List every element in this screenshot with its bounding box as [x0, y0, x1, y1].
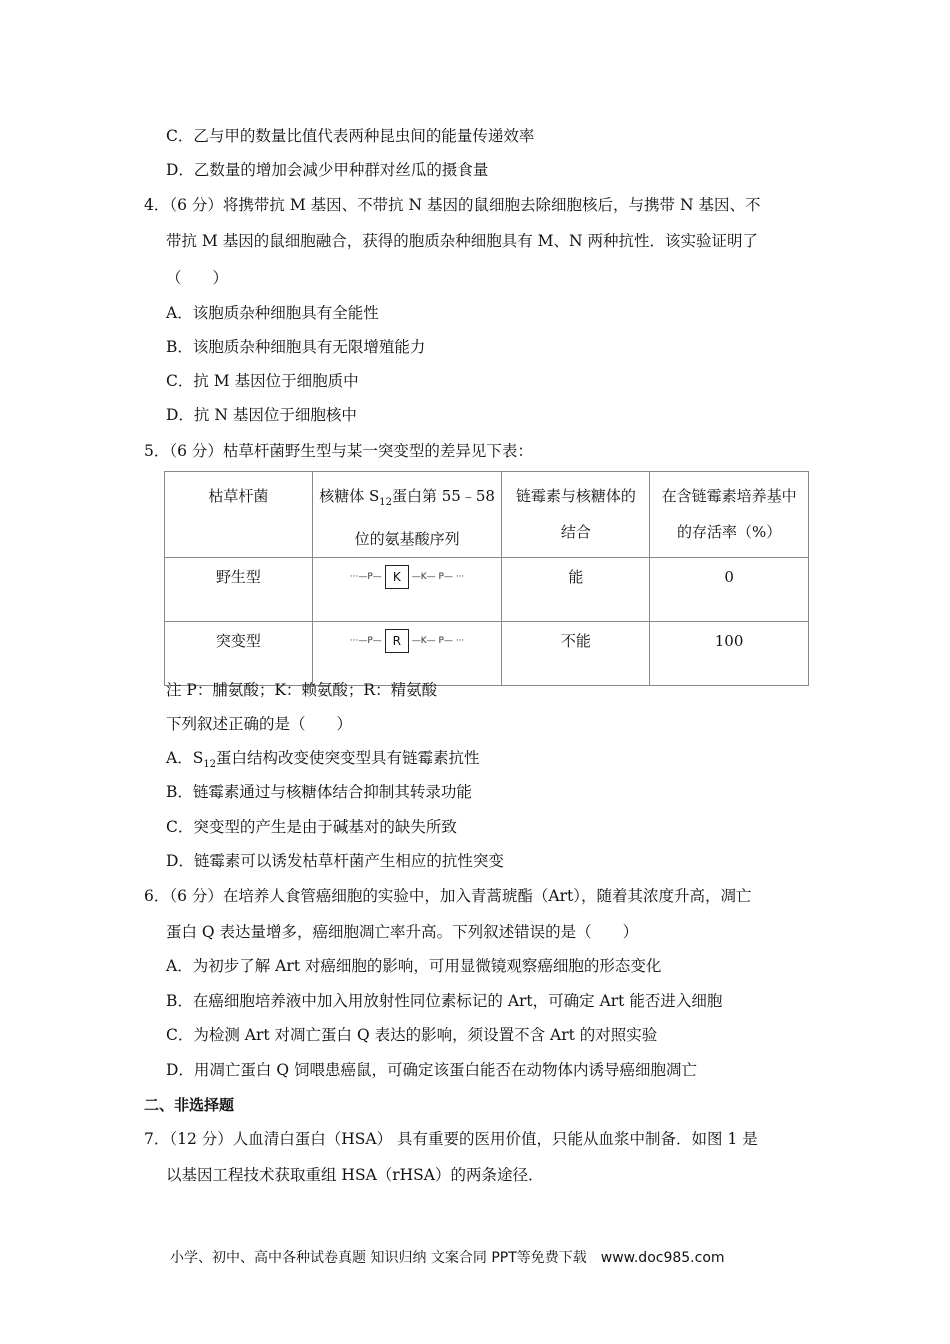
q4-stem-line2: 带抗 M 基因的鼠细胞融合，获得的胞质杂种细胞具有 M、N 两种抗性．该实验证明了 — [166, 232, 759, 250]
q3-option-c: C．乙与甲的数量比值代表两种昆虫间的能量传递效率 — [166, 127, 535, 145]
q3-option-d: D．乙数量的增加会减少甲种群对丝瓜的摄食量 — [166, 161, 489, 179]
q5-option-b: B．链霉素通过与核糖体结合抑制其转录功能 — [166, 783, 472, 801]
q5-note: 注 P：脯氨酸；K：赖氨酸；R：精氨酸 — [166, 681, 438, 699]
amino-acid-sequence: ···—P— R —K— P— ··· — [313, 629, 502, 653]
header-binding: 链霉素与核糖体的 结合 — [502, 472, 650, 558]
binding-value: 不能 — [560, 632, 591, 650]
survival-value: 0 — [724, 568, 734, 586]
q7-stem-line1: 7．（12 分）人血清白蛋白（HSA） 具有重要的医用价值，只能从血浆中制备．如图 1 是 — [144, 1130, 758, 1148]
binding-value: 能 — [568, 568, 584, 586]
mutation-site-box: R — [385, 629, 409, 653]
q6-stem-line2: 蛋白 Q 表达量增多，癌细胞凋亡率升高。下列叙述错误的是（ ） — [166, 923, 639, 941]
q5-stem: 5．（6 分）枯草杆菌野生型与某一突变型的差异见下表： — [144, 442, 533, 460]
q4-stem-line1: 4．（6 分）将携带抗 M 基因、不带抗 N 基因的鼠细胞去除细胞核后，与携带 N 基因、不 — [144, 196, 761, 214]
q5-table — [164, 471, 809, 686]
q6-option-d: D．用凋亡蛋白 Q 饲喂患癌鼠，可确定该蛋白能否在动物体内诱导癌细胞凋亡 — [166, 1061, 697, 1079]
q6-option-c: C．为检测 Art 对凋亡蛋白 Q 表达的影响，须设置不含 Art 的对照实验 — [166, 1026, 658, 1044]
q4-option-a: A．该胞质杂种细胞具有全能性 — [166, 304, 379, 322]
q6-option-b: B．在癌细胞培养液中加入用放射性同位素标记的 Art，可确定 Art 能否进入细胞 — [166, 992, 723, 1010]
q4-option-d: D．抗 N 基因位于细胞核中 — [166, 406, 357, 424]
table-row — [165, 622, 809, 686]
header-survival: 在含链霉素培养基中 的存活率（%） — [650, 472, 809, 558]
amino-acid-sequence: ···—P— K —K— P— ··· — [313, 565, 502, 589]
q4-option-b: B．该胞质杂种细胞具有无限增殖能力 — [166, 338, 426, 356]
q5-ask: 下列叙述正确的是（ ） — [166, 715, 353, 733]
q5-option-a: A．$S_{12}$蛋白结构改变使突变型具有链霉素抗性 — [166, 749, 480, 771]
q4-stem-line3: （ ） — [166, 269, 229, 287]
page-footer: 小学、初中、高中各种试卷真题 知识归纳 文案合同 PPT等免费下载 www.doc985.com — [170, 1250, 725, 1266]
strain-name: 突变型 — [215, 632, 261, 650]
table-header-row — [165, 472, 809, 558]
strain-name: 野生型 — [215, 568, 261, 586]
q4-option-c: C．抗 M 基因位于细胞质中 — [166, 372, 359, 390]
q5-option-c: C．突变型的产生是由于碱基对的缺失所致 — [166, 818, 457, 836]
header-sequence: 核糖体 $S_{12}$蛋白第 55﹣58 位的氨基酸序列 — [312, 472, 502, 558]
mutation-site-box: K — [385, 565, 409, 589]
table-row — [165, 558, 809, 622]
q6-option-a: A．为初步了解 Art 对癌细胞的影响，可用显微镜观察癌细胞的形态变化 — [166, 957, 662, 975]
q5-option-d: D．链霉素可以诱发枯草杆菌产生相应的抗性突变 — [166, 852, 504, 870]
section-heading: 二、非选择题 — [144, 1096, 235, 1114]
survival-value: 100 — [714, 632, 744, 650]
q6-stem-line1: 6．（6 分）在培养人食管癌细胞的实验中，加入青蒿琥酯（Art），随着其浓度升高，凋亡 — [144, 887, 752, 905]
q7-stem-line2: 以基因工程技术获取重组 HSA（rHSA）的两条途径． — [166, 1166, 544, 1184]
header-strain: 枯草杆菌 — [165, 472, 313, 558]
